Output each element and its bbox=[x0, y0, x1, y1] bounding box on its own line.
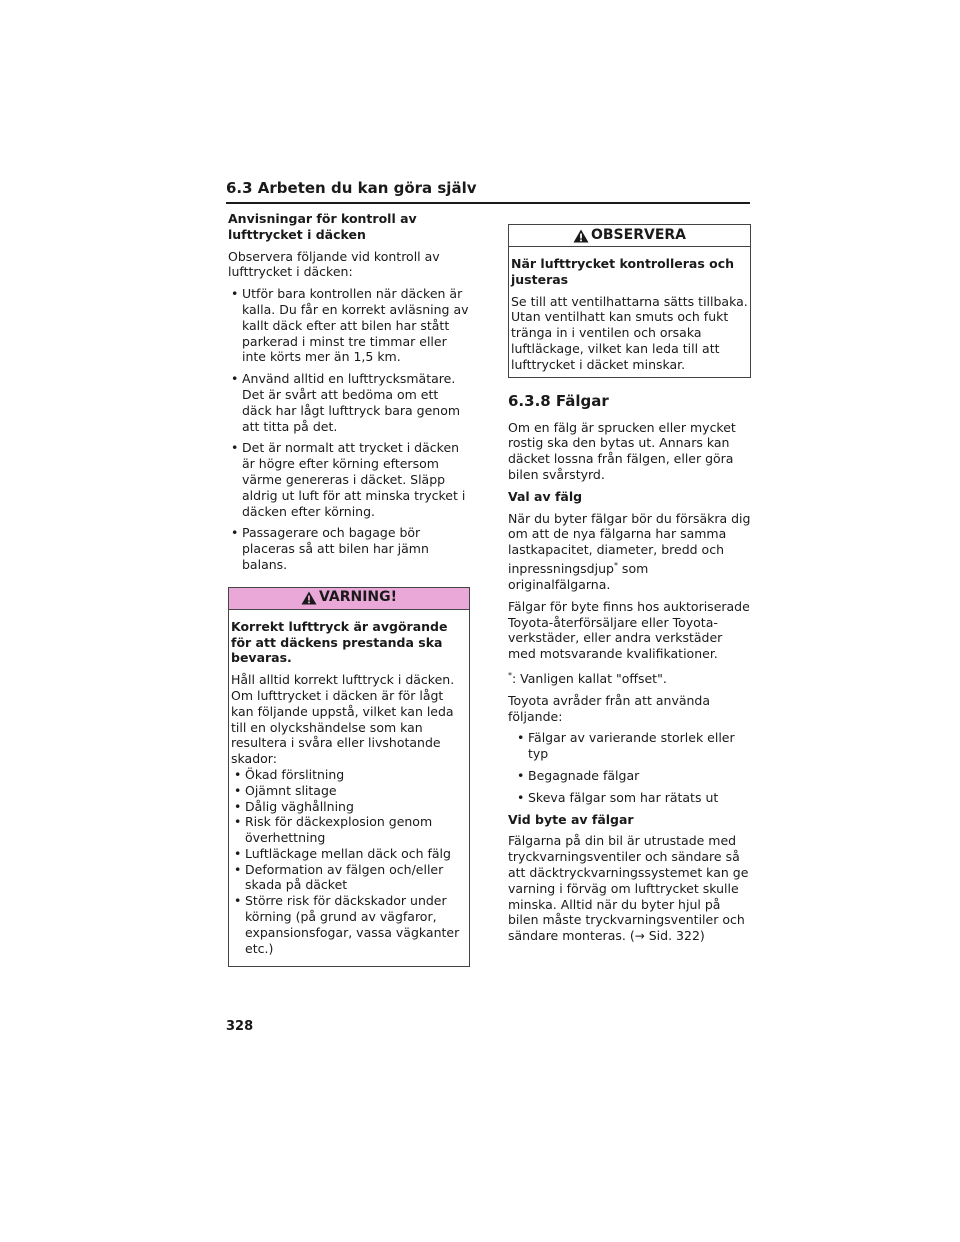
warning-triangle-icon bbox=[301, 591, 317, 605]
notice-box-header bbox=[509, 225, 750, 247]
tire-pressure-intro: Observera följande vid kontroll av lufttrycket i däcken: bbox=[228, 248, 440, 280]
page-reference-link[interactable]: Sid. 322) bbox=[648, 928, 705, 944]
rim-change-text: Fälgarna på din bil är utrustade med tryckvarningsventiler och sändare så att däcktryckvarningssystemet kan ge varning i förväg om lufttrycket skulle minska. Alltid när du byter hjul på bilen måste tryckvarningsventiler och sändare monteras. (→ Sid. 322) bbox=[508, 833, 749, 944]
notice-box bbox=[508, 224, 751, 378]
dealers-text: Fälgar för byte finns hos auktoriserade Toyota-återförsäljare eller Toyota-verkstäder, eller andra verkstäder med motsvarande kvalifikationer. bbox=[508, 598, 750, 662]
rim-choice-text: När du byter fälgar bör du försäkra dig om att de nya fälgarna har samma lastkapacitet, diameter, bredd och inpressningsdjup* som originalfälgarna. bbox=[508, 510, 751, 592]
warning-text: Håll alltid korrekt lufttryck i däcken. Om lufttrycket i däcken är för lågt kan följande uppstå, vilket kan leda till en olyckshändelse som kan resultera i svåra eller livshotande skador: bbox=[231, 672, 455, 767]
footnote-marker: * bbox=[613, 560, 618, 570]
section-title: 6.3 Arbeten du kan göra själv bbox=[226, 179, 477, 197]
caution-icon bbox=[573, 229, 589, 243]
notice-text: Se till att ventilhattarna sätts tillbaka. Utan ventilhatt kan smuts och fukt tränga in i ventilen och orsaka luftläckage, vilket kan leda till att lufttrycket i däcket minskar. bbox=[511, 293, 748, 372]
warning-title: VARNING! bbox=[318, 589, 398, 606]
warning-box-header bbox=[229, 588, 469, 610]
section-header bbox=[226, 178, 750, 204]
tire-pressure-list bbox=[228, 286, 470, 573]
list-item: • Fälgar av varierande storlek eller typ bbox=[508, 730, 751, 762]
notice-title: OBSERVERA bbox=[590, 226, 686, 243]
list-item: • Deformation av fälgen och/eller skada på däcket bbox=[231, 862, 467, 894]
rim-choice-heading: Val av fälg bbox=[508, 488, 583, 504]
list-item: • Det är normalt att trycket i däcken är högre efter körning eftersom värme genereras i däcket. Släpp aldrig ut luft för att minska trycket i däcken efter körning. bbox=[228, 440, 470, 519]
notice-heading: När lufttrycket kontrolleras och justeras bbox=[511, 256, 735, 287]
list-item: • Använd alltid en lufttrycksmätare. Det är svårt att bedöma om ett däck har lågt lufttryck bara genom att titta på det. bbox=[228, 371, 470, 434]
warning-box bbox=[228, 587, 470, 968]
list-item: • Dålig väghållning bbox=[231, 799, 467, 815]
footnote: *: Vanligen kallat "offset". bbox=[508, 670, 667, 687]
rim-change-heading: Vid byte av fälgar bbox=[508, 811, 634, 827]
notice-box-body bbox=[509, 247, 750, 377]
list-item: • Skeva fälgar som har rätats ut bbox=[508, 790, 751, 806]
avoid-list bbox=[508, 730, 751, 805]
list-item: • Ojämnt slitage bbox=[231, 783, 467, 799]
list-item: • Risk för däckexplosion genom överhettning bbox=[231, 814, 467, 846]
left-column bbox=[228, 211, 470, 981]
list-item: • Ökad förslitning bbox=[231, 767, 467, 783]
avoid-intro: Toyota avråder från att använda följande: bbox=[508, 692, 711, 724]
list-item: • Utför bara kontrollen när däcken är kalla. Du får en korrekt avläsning av kallt däck efter att bilen har stått parkerad i minst tre timmar eller inte körts mer än 1,5 km. bbox=[228, 286, 470, 365]
rims-intro: Om en fälg är sprucken eller mycket rostig ska den bytas ut. Annars kan däcket lossna från fälgen, eller göra bilen svårstyrd. bbox=[508, 419, 736, 482]
list-item: • Större risk för däckskador under körning (på grund av vägfaror, expansionsfogar, vassa vägkanter etc.) bbox=[231, 893, 467, 956]
warning-heading: Korrekt lufttryck är avgörande för att däckens prestanda ska bevaras. bbox=[231, 618, 448, 666]
arrow-right-icon: → bbox=[634, 929, 645, 944]
tire-pressure-heading: Anvisningar för kontroll av lufttrycket i däcken bbox=[228, 211, 417, 242]
rims-section-title: 6.3.8 Fälgar bbox=[508, 391, 609, 410]
warning-list bbox=[231, 767, 467, 957]
list-item: • Luftläckage mellan däck och fälg bbox=[231, 846, 467, 862]
list-item: • Begagnade fälgar bbox=[508, 768, 751, 784]
right-column bbox=[508, 224, 751, 951]
warning-box-body bbox=[229, 610, 469, 967]
page-number: 328 bbox=[226, 1019, 254, 1034]
list-item: • Passagerare och bagage bör placeras så att bilen har jämn balans. bbox=[228, 525, 470, 572]
